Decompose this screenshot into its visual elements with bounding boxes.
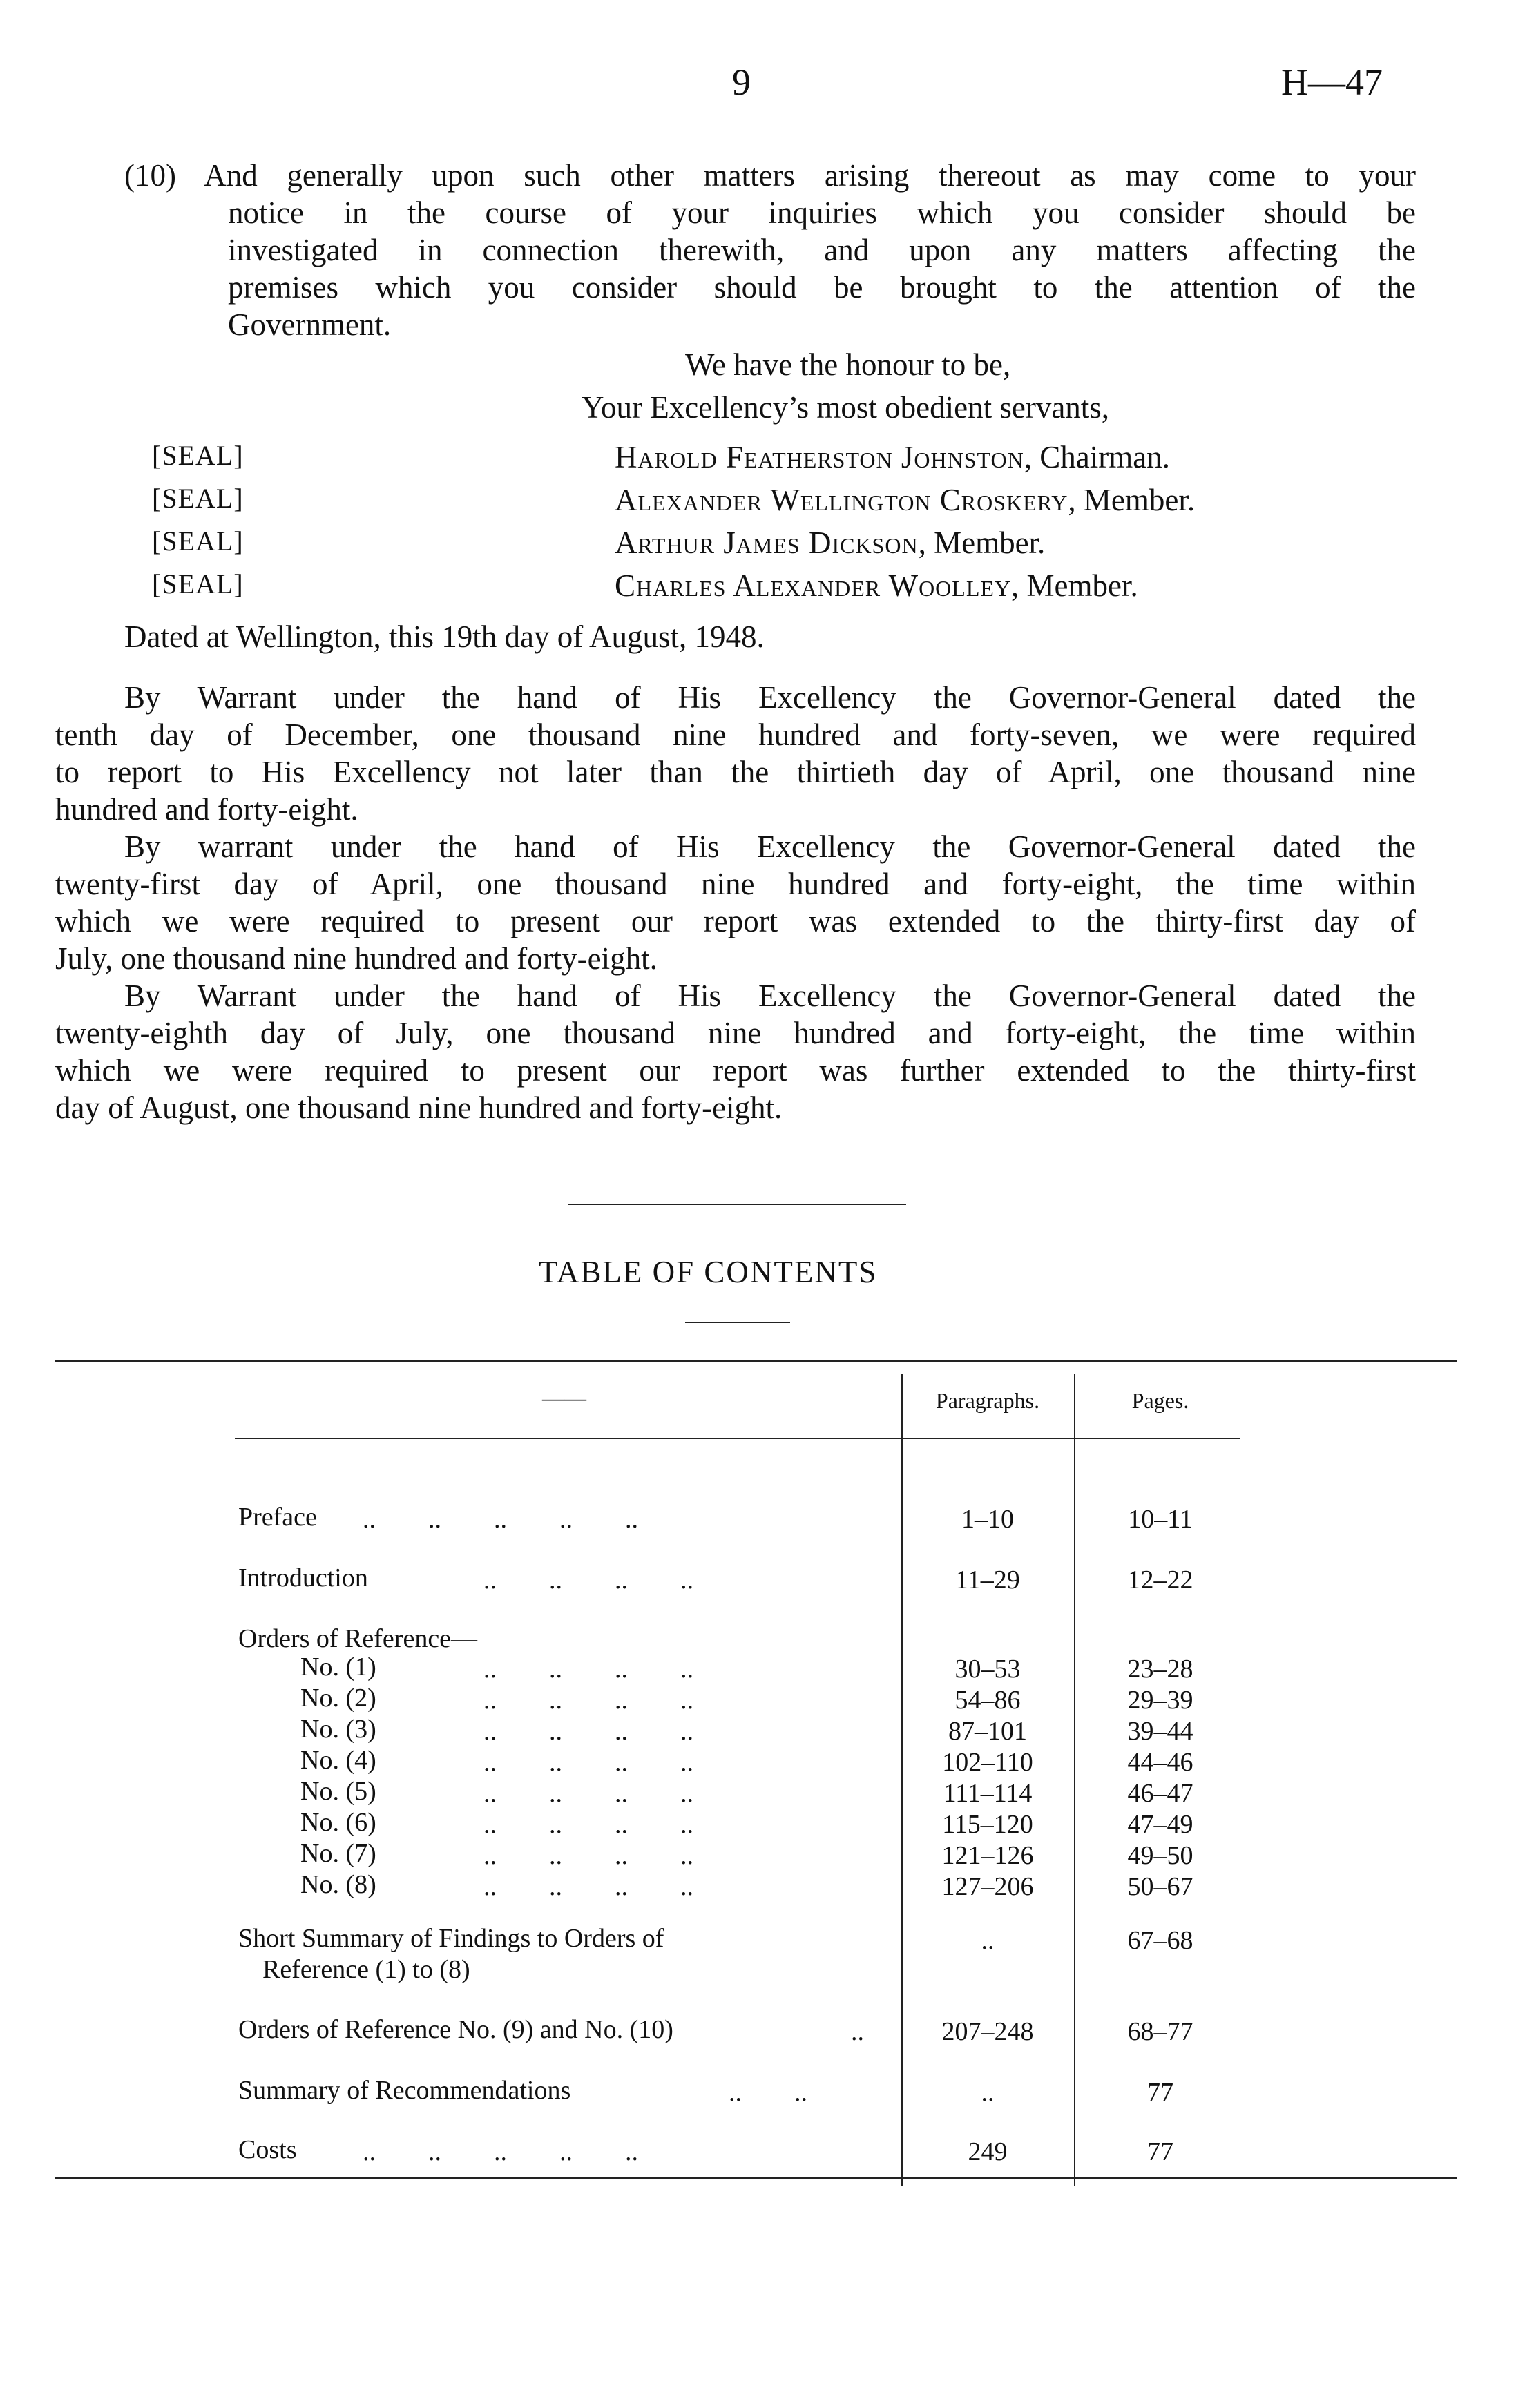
warrant-line: twenty-eighth day of July, one thousand nine hundred and forty-eight, the time within	[55, 1016, 1416, 1050]
signatory-name: Harold Featherston Johnston	[615, 440, 1024, 474]
toc-row-label: Introduction	[238, 1563, 368, 1592]
leader-dots: .. .. .. ..	[483, 1748, 693, 1777]
warrant-line: By warrant under the hand of His Excellency the Governor-General dated the	[124, 829, 1416, 864]
toc-row-label: Orders of Reference No. (9) and No. (10)	[238, 2015, 673, 2044]
warrant-line: which we were required to present our report was further extended to the thirty-first	[55, 1053, 1416, 1088]
toc-row-pages: 67–68	[1127, 1926, 1193, 1955]
leader-dots: .. .. .. ..	[483, 1717, 693, 1746]
toc-row-paragraphs: 115–120	[942, 1810, 1033, 1839]
warrant-line: day of August, one thousand nine hundred and forty-eight.	[55, 1090, 783, 1125]
toc-row-label: No. (8)	[300, 1870, 376, 1899]
toc-title: TABLE OF CONTENTS	[539, 1255, 878, 1289]
toc-bottom-rule	[55, 2177, 1457, 2179]
toc-header-pages: Pages.	[1131, 1388, 1189, 1413]
toc-header-blank: ——	[542, 1385, 586, 1410]
warrant-line: By Warrant under the hand of His Excellency the Governor-General dated the	[124, 680, 1416, 715]
toc-row-pages: 77	[1147, 2078, 1173, 2107]
leader-dots: .. .. .. ..	[483, 1566, 693, 1595]
toc-row-pages: 50–67	[1127, 1872, 1193, 1901]
dated-line: Dated at Wellington, this 19th day of August, 1948.	[124, 619, 765, 654]
signatory-name: Charles Alexander Woolley	[615, 568, 1012, 603]
para10-line: (10) And generally upon such other matters arising thereout as may come to your	[124, 158, 1416, 193]
leader-dots: .. .. .. ..	[483, 1810, 693, 1839]
leader-dots: .. .. .. ..	[483, 1779, 693, 1808]
signatory-role: , Member.	[1011, 568, 1138, 603]
toc-title-underline	[685, 1322, 790, 1323]
toc-header-rule	[235, 1438, 1240, 1439]
signatory-name: Alexander Wellington Croskery	[615, 483, 1068, 517]
toc-row-label: Orders of Reference—	[238, 1624, 478, 1653]
signatory	[615, 485, 1195, 516]
leader-dots: .. .. .. ..	[483, 1872, 693, 1901]
toc-row-pages: 10–11	[1128, 1505, 1193, 1534]
para10-line: premises which you consider should be brought to the attention of the	[228, 270, 1416, 305]
toc-row-paragraphs: 127–206	[941, 1872, 1034, 1901]
leader-dots: .. .. .. .. ..	[363, 2137, 638, 2166]
para10-line: notice in the course of your inquiries which you consider should be	[228, 195, 1416, 230]
toc-row-paragraphs: 11–29	[955, 1566, 1020, 1595]
toc-row-label: Preface	[238, 1503, 317, 1532]
toc-row-label: No. (6)	[300, 1808, 376, 1837]
document-reference: H—47	[1281, 61, 1383, 103]
toc-row-paragraphs: 30–53	[954, 1655, 1021, 1684]
signatory-name: Arthur James Dickson	[615, 526, 919, 560]
toc-row-pages: 39–44	[1127, 1717, 1193, 1746]
para10-line: investigated in connection therewith, and upon any matters affecting the	[228, 233, 1416, 267]
para10-line: Government.	[228, 307, 392, 342]
signatory	[615, 442, 1170, 473]
toc-row-label: No. (7)	[300, 1839, 376, 1868]
toc-row-paragraphs: 249	[968, 2137, 1008, 2166]
toc-header-paragraphs: Paragraphs.	[935, 1388, 1040, 1413]
toc-row-paragraphs: ..	[981, 2078, 995, 2107]
toc-row-pages: 68–77	[1127, 2017, 1193, 2046]
toc-row-label: No. (5)	[300, 1777, 376, 1806]
seal-mark: [SEAL]	[152, 568, 244, 599]
toc-row-label: No. (3)	[300, 1715, 376, 1744]
toc-row-paragraphs: 54–86	[954, 1686, 1021, 1715]
toc-row-label: Summary of Recommendations	[238, 2076, 571, 2105]
toc-row-label-continued: Reference (1) to (8)	[262, 1955, 470, 1984]
leader-dots: .. .. .. ..	[483, 1686, 693, 1715]
leader-dots: .. ..	[729, 2078, 807, 2107]
seal-mark: [SEAL]	[152, 483, 244, 514]
leader-dots: .. .. .. .. ..	[363, 1505, 638, 1534]
toc-row-pages: 47–49	[1127, 1810, 1193, 1839]
toc-row-paragraphs: 207–248	[941, 2017, 1034, 2046]
toc-row-label: No. (4)	[300, 1746, 376, 1775]
toc-row-paragraphs: 111–114	[943, 1779, 1033, 1808]
signatory-role: , Chairman.	[1024, 440, 1170, 474]
toc-top-rule	[55, 1360, 1457, 1362]
leader-dots: .. .. .. ..	[483, 1841, 693, 1870]
leader-dots: .. .. .. ..	[483, 1655, 693, 1684]
section-separator	[568, 1204, 906, 1205]
toc-column-divider	[1074, 1374, 1075, 2186]
toc-row-pages: 46–47	[1127, 1779, 1193, 1808]
seal-mark: [SEAL]	[152, 526, 244, 557]
signatory	[615, 570, 1138, 601]
closing-honour: We have the honour to be,	[685, 347, 1011, 382]
warrant-line: July, one thousand nine hundred and forty-eight.	[55, 941, 658, 976]
toc-row-pages: 44–46	[1127, 1748, 1193, 1777]
toc-row-paragraphs: 87–101	[948, 1717, 1027, 1746]
signatory-role: , Member.	[1068, 483, 1196, 517]
seal-mark: [SEAL]	[152, 440, 244, 471]
warrant-line: hundred and forty-eight.	[55, 792, 358, 827]
toc-row-pages: 77	[1147, 2137, 1173, 2166]
signatory	[615, 528, 1045, 559]
toc-row-pages: 29–39	[1127, 1686, 1193, 1715]
warrant-line: which we were required to present our report was extended to the thirty-first day of	[55, 904, 1416, 938]
warrant-line: By Warrant under the hand of His Excellency the Governor-General dated the	[124, 979, 1416, 1013]
toc-column-divider	[901, 1374, 903, 2186]
toc-row-label: Short Summary of Findings to Orders of	[238, 1924, 664, 1953]
toc-row-pages: 12–22	[1127, 1566, 1193, 1595]
toc-row-paragraphs: ..	[981, 1926, 995, 1955]
warrant-line: to report to His Excellency not later than the thirtieth day of April, one thousand nine	[55, 755, 1416, 789]
toc-row-pages: 23–28	[1127, 1655, 1193, 1684]
warrant-line: tenth day of December, one thousand nine hundred and forty-seven, we were required	[55, 717, 1416, 752]
toc-row-label: No. (1)	[300, 1653, 376, 1682]
toc-row-label: No. (2)	[300, 1684, 376, 1713]
toc-row-pages: 49–50	[1127, 1841, 1193, 1870]
closing-servants: Your Excellency’s most obedient servants,	[582, 390, 1110, 425]
signatory-role: , Member.	[918, 526, 1046, 560]
toc-row-paragraphs: 102–110	[942, 1748, 1033, 1777]
toc-row-paragraphs: 121–126	[941, 1841, 1034, 1870]
warrant-line: twenty-first day of April, one thousand nine hundred and forty-eight, the time within	[55, 867, 1416, 901]
toc-row-label: Costs	[238, 2135, 297, 2164]
leader-dots: ..	[851, 2017, 864, 2046]
page-number: 9	[732, 61, 751, 103]
toc-row-paragraphs: 1–10	[961, 1505, 1014, 1534]
